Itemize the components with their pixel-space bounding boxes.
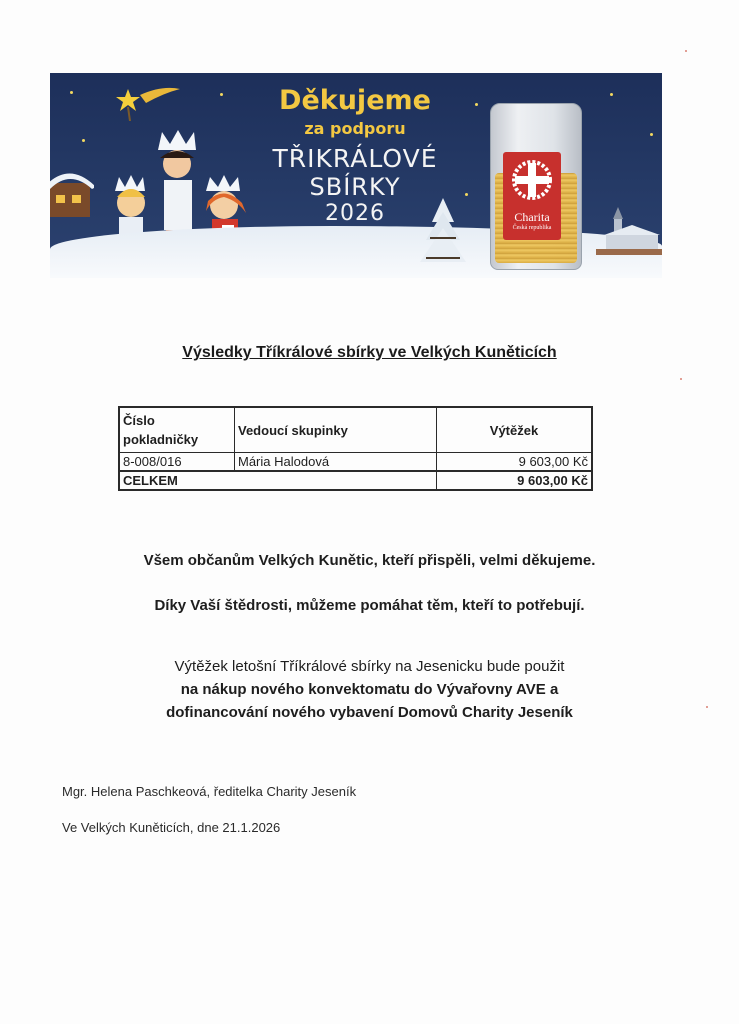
header-box-number: Číslo pokladničky — [119, 407, 235, 453]
banner-support: za podporu — [304, 119, 406, 138]
scan-speck — [706, 706, 708, 708]
scan-speck — [685, 50, 687, 52]
signature: Mgr. Helena Paschkeová, ředitelka Charity Jeseník — [62, 784, 357, 799]
generosity-line: Díky Vaší štědrosti, můžeme pomáhat těm, kteří to potřebují. — [154, 597, 585, 614]
banner-title-line2: SBÍRKY — [309, 173, 401, 201]
banner-title-line1: TŘIKRÁLOVÉ — [272, 144, 438, 173]
charita-cross-icon — [512, 160, 552, 200]
star-icon — [475, 103, 478, 106]
usage-line-2: na nákup nového konvektomatu do Vývařovny AVE a — [180, 681, 559, 698]
table-row — [119, 453, 592, 472]
star-icon — [465, 193, 468, 196]
star-icon — [70, 91, 73, 94]
church-icon — [596, 205, 662, 255]
table-total-row — [119, 471, 592, 490]
usage-line-1: Výtěžek letošní Tříkrálové sbírky na Jesenicku bude použit — [174, 658, 565, 675]
cell-box-number: 8-008/016 — [119, 453, 235, 472]
charita-name: Charita — [514, 210, 550, 224]
header-amount: Výtěžek — [437, 407, 593, 453]
usage-paragraph — [0, 655, 739, 724]
star-icon — [220, 93, 223, 96]
charity-jar — [490, 103, 582, 270]
star-icon — [650, 133, 653, 136]
banner-thanks: Děkujeme — [279, 85, 431, 116]
banner-year: 2026 — [325, 201, 385, 226]
charita-subtitle: Česká republika — [512, 225, 552, 231]
star-icon — [610, 93, 613, 96]
place-date: Ve Velkých Kuněticích, dne 21.1.2026 — [62, 820, 281, 835]
usage-line-3: dofinancování nového vybavení Domovů Charity Jeseník — [166, 704, 573, 721]
thank-you-banner — [50, 73, 662, 278]
total-amount: 9 603,00 Kč — [437, 471, 593, 490]
table-header-row — [119, 407, 592, 453]
cell-leader: Mária Halodová — [235, 453, 437, 472]
snowy-house-icon — [50, 163, 94, 221]
star-icon — [82, 139, 85, 142]
cell-amount: 9 603,00 Kč — [437, 453, 593, 472]
header-group-leader: Vedoucí skupinky — [235, 407, 437, 453]
document-title: Výsledky Tříkrálové sbírky ve Velkých Kuněticích — [182, 344, 557, 361]
shooting-star-icon — [112, 85, 182, 121]
charita-logo — [503, 152, 561, 240]
scan-speck — [680, 378, 682, 380]
total-label: CELKEM — [119, 471, 437, 490]
thanks-line: Všem občanům Velkých Kunětic, kteří přispěli, velmi děkujeme. — [143, 552, 596, 569]
snowy-tree-icon — [418, 198, 468, 273]
results-table — [118, 406, 593, 491]
